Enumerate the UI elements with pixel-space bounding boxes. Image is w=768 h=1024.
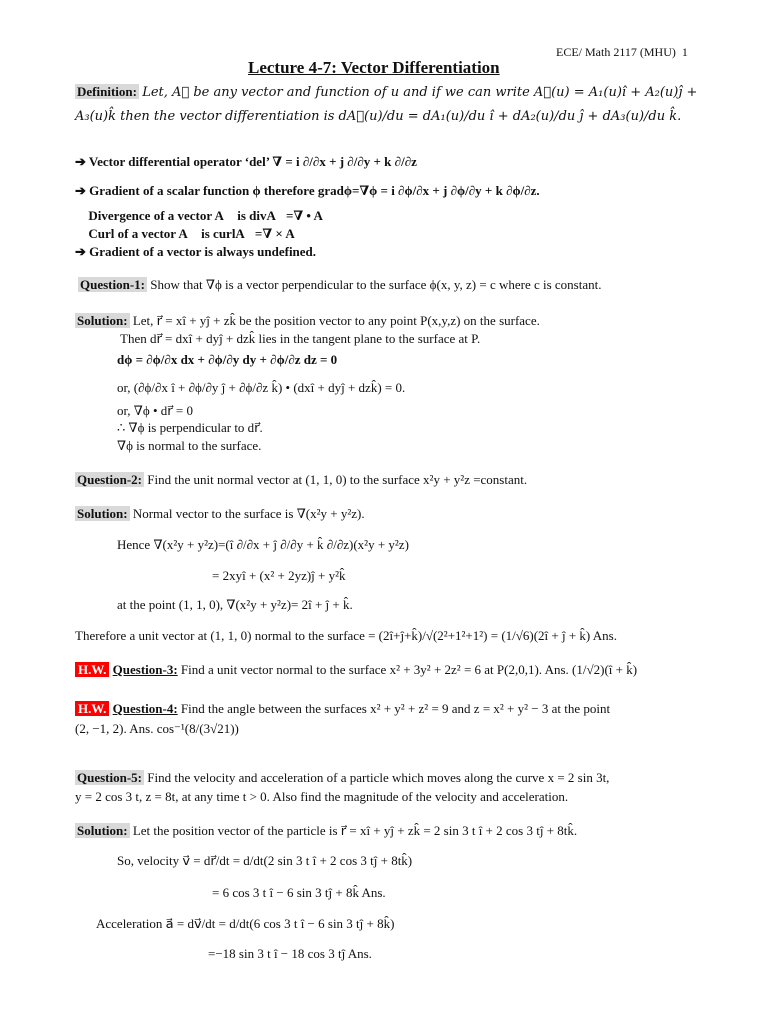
question-2-text: Find the unit normal vector at (1, 1, 0) to the surface x²y + y²z =constant.: [147, 472, 528, 487]
solution-1-label: Solution:: [77, 313, 128, 328]
page-title: Lecture 4-7: Vector Differentiation: [248, 58, 500, 77]
solution-5-line-2: So, velocity v⃗ = dr⃗/dt = d/dt(2 sin 3 t î + 2 cos 3 tĵ + 8tk̂): [117, 853, 413, 868]
solution-1-text-1: Let, r⃗ = xî + yĵ + zk̂ be the position vector to any point P(x,y,z) on the surface.: [132, 313, 540, 328]
solution-5-line-5: =−18 sin 3 t î − 18 cos 3 tĵ Ans.: [208, 946, 372, 961]
definition-text-1: Let, A⃗ be any vector and function of u and if we can write A⃗(u) = A₁(u)î + A₂(u)ĵ +: [142, 85, 698, 100]
question-5-label: Question-5:: [77, 770, 142, 785]
course-code: ECE/ Math 2117 (MHU): [556, 45, 676, 59]
solution-1-line-6: ∴ ∇ϕ is perpendicular to dr⃗.: [117, 420, 263, 435]
question-5: [75, 770, 609, 786]
page-number: 1: [681, 45, 688, 59]
solution-5-line-1: [75, 823, 577, 839]
definition-label: Definition:: [77, 84, 137, 99]
solution-1-line-5: or, ∇ϕ • dr⃗ = 0: [117, 403, 193, 418]
solution-5-line-3: = 6 cos 3 t î − 6 sin 3 tĵ + 8k̂ Ans.: [212, 885, 386, 900]
bullet-gradient-vector: ➔ Gradient of a vector is always undefined.: [75, 244, 317, 259]
question-1-text: Show that ∇ϕ is a vector perpendicular to the surface ϕ(x, y, z) = c where c is constant.: [150, 277, 602, 292]
solution-2-label: Solution:: [77, 506, 128, 521]
question-2-label: Question-2:: [77, 472, 142, 487]
question-5-text: Find the velocity and acceleration of a particle which moves along the curve x = 2 sin 3t,: [147, 770, 610, 785]
definition-line-2: [75, 108, 681, 125]
question-5-line-2: y = 2 cos 3 t, z = 8t, at any time t > 0. Also find the magnitude of the velocity and acceleration.: [75, 789, 569, 804]
solution-2-line-2: Hence ∇(x²y + y²z)=(î ∂/∂x + ĵ ∂/∂y + k̂ ∂/∂z)(x²y + y²z): [117, 537, 409, 552]
question-1-label: Question-1:: [80, 277, 145, 292]
solution-2-line-4: at the point (1, 1, 0), ∇(x²y + y²z)= 2î + ĵ + k̂.: [117, 597, 353, 612]
question-2: [75, 472, 527, 488]
solution-1-line-7: ∇ϕ is normal to the surface.: [117, 438, 262, 453]
solution-1-line-4: or, (∂ϕ/∂x î + ∂ϕ/∂y ĵ + ∂ϕ/∂z k̂) • (dxî + dyĵ + dzk̂) = 0.: [117, 380, 406, 395]
question-1: [78, 277, 602, 293]
question-4-label: Question-4:: [112, 701, 178, 716]
solution-2-line-1: [75, 506, 365, 522]
solution-2-line-5: Therefore a unit vector at (1, 1, 0) normal to the surface = (2î+ĵ+k̂)/√(2²+1²+1²) = (1/√6)(2î + ĵ + k̂) Ans.: [75, 628, 617, 643]
hw-badge-4: H.W.: [75, 701, 109, 716]
solution-2-line-3: = 2xyî + (x² + 2yz)ĵ + y²k̂: [212, 568, 346, 583]
solution-1-line-3: dϕ = ∂ϕ/∂x dx + ∂ϕ/∂y dy + ∂ϕ/∂z dz = 0: [117, 352, 338, 367]
solution-5-label: Solution:: [77, 823, 128, 838]
question-3: [75, 662, 637, 678]
question-4-line-2: (2, −1, 2). Ans. cos⁻¹(8/(3√21)): [75, 721, 239, 736]
bullet-del-operator: ➔ Vector differential operator ‘del’ ∇ = i ∂/∂x + j ∂/∂y + k ∂/∂z: [75, 154, 417, 169]
solution-2-text-1: Normal vector to the surface is ∇(x²y + y²z).: [132, 506, 365, 521]
solution-1-line-2: Then dr⃗ = dxî + dyĵ + dzk̂ lies in the tangent plane to the surface at P.: [120, 331, 481, 346]
question-4-text: Find the angle between the surfaces x² + y² + z² = 9 and z = x² + y² − 3 at the point: [180, 701, 611, 716]
bullet-curl: ➔ Curl of a vector A⃗ is curlA⃗=∇ × A⃗: [75, 226, 305, 241]
solution-1-line-1: [75, 313, 540, 329]
solution-5-text-1: Let the position vector of the particle is r⃗ = xî + yĵ + zk̂ = 2 sin 3 t î + 2 cos 3 tĵ + 8tk̂.: [132, 823, 578, 838]
bullet-divergence: ➔ Divergence of a vector A⃗ is divA⃗=∇ • A⃗: [75, 208, 334, 223]
page-header: [556, 44, 688, 60]
definition-text-2: A₃(u)k̂ then the vector differentiation is dA⃗(u)/du = dA₁(u)/du î + dA₂(u)/du ĵ + dA₃(u)/du k̂.: [75, 109, 682, 124]
question-3-label: Question-3:: [112, 662, 178, 677]
question-3-text: Find a unit vector normal to the surface x² + 3y² + 2z² = 6 at P(2,0,1). Ans. (1/√2)(î + k̂): [180, 662, 638, 677]
hw-badge-3: H.W.: [75, 662, 109, 677]
solution-5-line-4: Acceleration a⃗ = dv⃗/dt = d/dt(6 cos 3 t î − 6 sin 3 tĵ + 8k̂): [96, 916, 395, 931]
bullet-gradient: ➔ Gradient of a scalar function ϕ therefore gradϕ=∇ϕ = i ∂ϕ/∂x + j ∂ϕ/∂y + k ∂ϕ/∂z.: [75, 183, 540, 198]
definition-line-1: [75, 84, 697, 101]
question-4: [75, 701, 610, 717]
